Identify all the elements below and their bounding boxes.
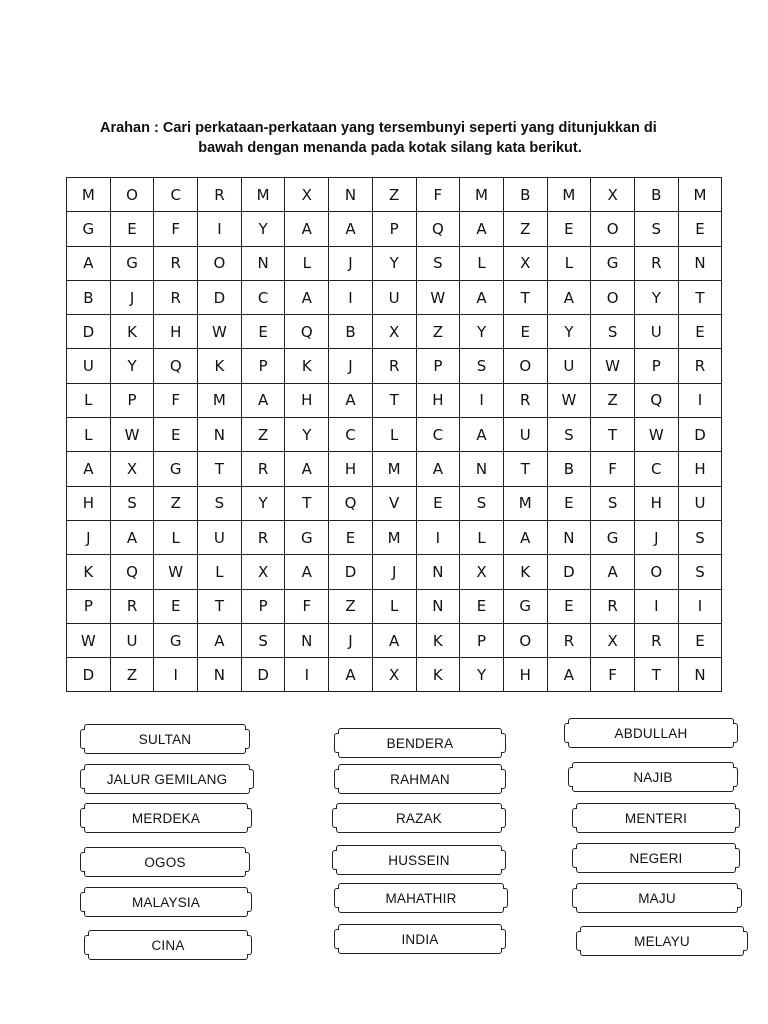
grid-cell[interactable]: U bbox=[198, 520, 242, 554]
grid-cell[interactable]: W bbox=[67, 623, 111, 657]
grid-cell[interactable]: A bbox=[329, 212, 373, 246]
grid-cell[interactable]: Z bbox=[154, 486, 198, 520]
grid-cell[interactable]: E bbox=[154, 589, 198, 623]
grid-cell[interactable]: Q bbox=[285, 315, 329, 349]
grid-cell[interactable]: N bbox=[285, 623, 329, 657]
grid-cell[interactable]: T bbox=[198, 452, 242, 486]
grid-cell[interactable]: O bbox=[634, 555, 678, 589]
grid-cell[interactable]: N bbox=[198, 658, 242, 692]
grid-cell[interactable]: G bbox=[154, 623, 198, 657]
grid-cell[interactable]: C bbox=[329, 418, 373, 452]
grid-cell[interactable]: N bbox=[460, 452, 504, 486]
grid-cell[interactable]: Q bbox=[634, 383, 678, 417]
grid-cell[interactable]: J bbox=[67, 520, 111, 554]
grid-cell[interactable]: A bbox=[416, 452, 460, 486]
grid-cell[interactable]: S bbox=[198, 486, 242, 520]
grid-cell[interactable]: W bbox=[591, 349, 635, 383]
grid-cell[interactable]: D bbox=[241, 658, 285, 692]
grid-cell[interactable]: B bbox=[67, 280, 111, 314]
grid-cell[interactable]: A bbox=[285, 555, 329, 589]
grid-cell[interactable]: F bbox=[591, 658, 635, 692]
grid-cell[interactable]: G bbox=[591, 246, 635, 280]
grid-cell[interactable]: D bbox=[547, 555, 591, 589]
grid-cell[interactable]: G bbox=[67, 212, 111, 246]
grid-cell[interactable]: X bbox=[241, 555, 285, 589]
grid-row bbox=[67, 349, 722, 383]
grid-cell[interactable]: C bbox=[416, 418, 460, 452]
grid-cell[interactable]: R bbox=[372, 349, 416, 383]
grid-cell[interactable]: H bbox=[678, 452, 722, 486]
grid-cell[interactable]: P bbox=[416, 349, 460, 383]
grid-cell[interactable]: R bbox=[198, 178, 242, 212]
word-bank-item: MAJU bbox=[576, 883, 738, 913]
word-bank-item: MERDEKA bbox=[84, 803, 248, 833]
grid-cell[interactable]: R bbox=[634, 246, 678, 280]
grid-cell[interactable]: K bbox=[67, 555, 111, 589]
grid-cell[interactable]: K bbox=[416, 623, 460, 657]
grid-cell[interactable]: R bbox=[154, 280, 198, 314]
word-bank-item: MAHATHIR bbox=[338, 883, 504, 913]
grid-cell[interactable]: U bbox=[678, 486, 722, 520]
grid-cell[interactable]: M bbox=[678, 178, 722, 212]
grid-cell[interactable]: Y bbox=[110, 349, 154, 383]
grid-cell[interactable]: X bbox=[110, 452, 154, 486]
grid-cell[interactable]: T bbox=[634, 658, 678, 692]
grid-cell[interactable]: K bbox=[285, 349, 329, 383]
grid-cell[interactable]: Q bbox=[329, 486, 373, 520]
grid-cell[interactable]: R bbox=[154, 246, 198, 280]
grid-cell[interactable]: P bbox=[241, 589, 285, 623]
grid-cell[interactable]: E bbox=[503, 315, 547, 349]
grid-cell[interactable]: N bbox=[678, 658, 722, 692]
grid-cell[interactable]: E bbox=[110, 212, 154, 246]
grid-cell[interactable]: I bbox=[285, 658, 329, 692]
grid-cell[interactable]: F bbox=[154, 383, 198, 417]
word-bank-item: HUSSEIN bbox=[336, 845, 502, 875]
grid-cell[interactable]: Z bbox=[110, 658, 154, 692]
grid-cell[interactable]: Y bbox=[634, 280, 678, 314]
grid-cell[interactable]: L bbox=[460, 246, 504, 280]
grid-cell[interactable]: X bbox=[460, 555, 504, 589]
grid-cell[interactable]: A bbox=[329, 658, 373, 692]
grid-cell[interactable]: N bbox=[416, 589, 460, 623]
grid-cell[interactable]: S bbox=[547, 418, 591, 452]
grid-row bbox=[67, 246, 722, 280]
grid-cell[interactable]: J bbox=[329, 623, 373, 657]
grid-cell[interactable]: E bbox=[547, 486, 591, 520]
grid-cell[interactable]: S bbox=[460, 486, 504, 520]
grid-cell[interactable]: R bbox=[634, 623, 678, 657]
grid-cell[interactable]: N bbox=[241, 246, 285, 280]
grid-cell[interactable]: M bbox=[460, 178, 504, 212]
word-bank-item: CINA bbox=[88, 930, 248, 960]
word-search-grid bbox=[66, 177, 722, 692]
grid-cell[interactable]: D bbox=[198, 280, 242, 314]
grid-cell[interactable]: D bbox=[678, 418, 722, 452]
grid-cell[interactable]: Z bbox=[416, 315, 460, 349]
grid-cell[interactable]: G bbox=[110, 246, 154, 280]
grid-row bbox=[67, 280, 722, 314]
grid-row bbox=[67, 452, 722, 486]
grid-cell[interactable]: A bbox=[547, 280, 591, 314]
grid-cell[interactable]: T bbox=[678, 280, 722, 314]
grid-cell[interactable]: V bbox=[372, 486, 416, 520]
grid-cell[interactable]: W bbox=[547, 383, 591, 417]
grid-cell[interactable]: W bbox=[110, 418, 154, 452]
grid-cell[interactable]: C bbox=[154, 178, 198, 212]
word-bank-item: RAZAK bbox=[336, 803, 502, 833]
grid-cell[interactable]: E bbox=[678, 623, 722, 657]
grid-cell[interactable]: A bbox=[591, 555, 635, 589]
grid-cell[interactable]: F bbox=[416, 178, 460, 212]
word-bank-item: SULTAN bbox=[84, 724, 246, 754]
grid-cell[interactable]: Y bbox=[547, 315, 591, 349]
grid-cell[interactable]: X bbox=[285, 178, 329, 212]
grid-cell[interactable]: N bbox=[416, 555, 460, 589]
grid-cell[interactable]: L bbox=[285, 246, 329, 280]
word-bank-item: MENTERI bbox=[576, 803, 736, 833]
grid-cell[interactable]: U bbox=[547, 349, 591, 383]
grid-cell[interactable]: C bbox=[241, 280, 285, 314]
grid-cell[interactable]: A bbox=[460, 280, 504, 314]
grid-cell[interactable]: M bbox=[372, 452, 416, 486]
grid-cell[interactable]: H bbox=[416, 383, 460, 417]
grid-cell[interactable]: A bbox=[460, 418, 504, 452]
grid-cell[interactable]: L bbox=[198, 555, 242, 589]
grid-cell[interactable]: W bbox=[198, 315, 242, 349]
grid-cell[interactable]: Z bbox=[329, 589, 373, 623]
grid-cell[interactable]: D bbox=[67, 315, 111, 349]
instructions-line-2: bawah dengan menanda pada kotak silang kata berikut. bbox=[198, 140, 582, 156]
grid-row bbox=[67, 658, 722, 692]
grid-cell[interactable]: A bbox=[110, 520, 154, 554]
grid-cell[interactable]: F bbox=[154, 212, 198, 246]
grid-cell[interactable]: W bbox=[416, 280, 460, 314]
grid-cell[interactable]: M bbox=[241, 178, 285, 212]
grid-cell[interactable]: W bbox=[154, 555, 198, 589]
grid-row bbox=[67, 589, 722, 623]
grid-cell[interactable]: Z bbox=[372, 178, 416, 212]
grid-cell[interactable]: M bbox=[67, 178, 111, 212]
grid-cell[interactable]: I bbox=[678, 383, 722, 417]
instructions bbox=[60, 118, 720, 158]
grid-row bbox=[67, 486, 722, 520]
grid-row bbox=[67, 418, 722, 452]
grid-cell[interactable]: B bbox=[634, 178, 678, 212]
grid-cell[interactable]: T bbox=[285, 486, 329, 520]
grid-cell[interactable]: X bbox=[591, 178, 635, 212]
grid-cell[interactable]: E bbox=[678, 212, 722, 246]
grid-cell[interactable]: L bbox=[67, 418, 111, 452]
grid-cell[interactable]: Q bbox=[416, 212, 460, 246]
grid-cell[interactable]: Y bbox=[241, 486, 285, 520]
word-bank-item: OGOS bbox=[84, 847, 246, 877]
word-bank-item: INDIA bbox=[338, 924, 502, 954]
grid-row bbox=[67, 383, 722, 417]
grid-cell[interactable]: N bbox=[198, 418, 242, 452]
grid-cell[interactable]: L bbox=[372, 418, 416, 452]
grid-cell[interactable]: K bbox=[198, 349, 242, 383]
grid-cell[interactable]: A bbox=[372, 623, 416, 657]
grid-cell[interactable]: E bbox=[547, 212, 591, 246]
grid-cell[interactable]: G bbox=[591, 520, 635, 554]
grid-cell[interactable]: G bbox=[154, 452, 198, 486]
grid-cell[interactable]: T bbox=[503, 280, 547, 314]
word-bank-item: NEGERI bbox=[576, 843, 736, 873]
grid-cell[interactable]: X bbox=[503, 246, 547, 280]
grid-cell[interactable]: F bbox=[285, 589, 329, 623]
grid-cell[interactable]: S bbox=[678, 555, 722, 589]
word-bank-item: JALUR GEMILANG bbox=[84, 764, 250, 794]
grid-cell[interactable]: O bbox=[591, 280, 635, 314]
grid-cell[interactable]: S bbox=[591, 315, 635, 349]
grid-cell[interactable]: A bbox=[67, 452, 111, 486]
grid-cell[interactable]: Q bbox=[154, 349, 198, 383]
grid-cell[interactable]: E bbox=[329, 520, 373, 554]
grid-cell[interactable]: A bbox=[285, 452, 329, 486]
grid-cell[interactable]: W bbox=[634, 418, 678, 452]
grid-cell[interactable]: I bbox=[329, 280, 373, 314]
grid-cell[interactable]: R bbox=[503, 383, 547, 417]
word-bank-item: RAHMAN bbox=[338, 764, 502, 794]
grid-cell[interactable]: Y bbox=[285, 418, 329, 452]
grid-cell[interactable]: P bbox=[372, 212, 416, 246]
grid-cell[interactable]: H bbox=[285, 383, 329, 417]
grid-cell[interactable]: Z bbox=[241, 418, 285, 452]
word-bank-item: MELAYU bbox=[580, 926, 744, 956]
grid-cell[interactable]: S bbox=[678, 520, 722, 554]
grid-cell[interactable]: L bbox=[67, 383, 111, 417]
grid-cell[interactable]: A bbox=[329, 383, 373, 417]
instructions-line-1: Arahan : Cari perkataan-perkataan yang tersembunyi seperti yang ditunjukkan di bbox=[100, 120, 657, 136]
grid-cell[interactable]: O bbox=[503, 623, 547, 657]
grid-cell[interactable]: Q bbox=[110, 555, 154, 589]
grid-cell[interactable]: O bbox=[591, 212, 635, 246]
grid-cell[interactable]: P bbox=[460, 623, 504, 657]
grid-cell[interactable]: T bbox=[503, 452, 547, 486]
grid-cell[interactable]: P bbox=[634, 349, 678, 383]
grid-cell[interactable]: I bbox=[678, 589, 722, 623]
grid-cell[interactable]: Y bbox=[460, 658, 504, 692]
grid-cell[interactable]: J bbox=[110, 280, 154, 314]
grid-cell[interactable]: E bbox=[460, 589, 504, 623]
grid-cell[interactable]: L bbox=[460, 520, 504, 554]
grid-cell[interactable]: M bbox=[372, 520, 416, 554]
grid-cell[interactable]: R bbox=[241, 520, 285, 554]
grid-cell[interactable]: A bbox=[198, 623, 242, 657]
grid-cell[interactable]: I bbox=[634, 589, 678, 623]
grid-cell[interactable]: R bbox=[591, 589, 635, 623]
grid-cell[interactable]: A bbox=[241, 383, 285, 417]
grid-cell[interactable]: D bbox=[67, 658, 111, 692]
grid-cell[interactable]: P bbox=[110, 383, 154, 417]
grid-cell[interactable]: B bbox=[503, 178, 547, 212]
grid-cell[interactable]: L bbox=[154, 520, 198, 554]
grid-cell[interactable]: T bbox=[591, 418, 635, 452]
grid-cell[interactable]: I bbox=[460, 383, 504, 417]
grid-row bbox=[67, 178, 722, 212]
grid-cell[interactable]: O bbox=[110, 178, 154, 212]
grid-cell[interactable]: D bbox=[329, 555, 373, 589]
grid-cell[interactable]: P bbox=[241, 349, 285, 383]
grid-cell[interactable]: M bbox=[503, 486, 547, 520]
grid-cell[interactable]: A bbox=[285, 280, 329, 314]
grid-cell[interactable]: J bbox=[372, 555, 416, 589]
grid-cell[interactable]: P bbox=[67, 589, 111, 623]
grid-cell[interactable]: H bbox=[329, 452, 373, 486]
grid-cell[interactable]: E bbox=[678, 315, 722, 349]
grid-cell[interactable]: R bbox=[241, 452, 285, 486]
grid-cell[interactable]: A bbox=[285, 212, 329, 246]
grid-cell[interactable]: U bbox=[67, 349, 111, 383]
grid-cell[interactable]: U bbox=[503, 418, 547, 452]
grid-cell[interactable]: G bbox=[503, 589, 547, 623]
grid-row bbox=[67, 315, 722, 349]
grid-cell[interactable]: Y bbox=[460, 315, 504, 349]
grid-cell[interactable]: M bbox=[547, 178, 591, 212]
grid-cell[interactable]: O bbox=[198, 246, 242, 280]
grid-cell[interactable]: A bbox=[503, 520, 547, 554]
grid-cell[interactable]: I bbox=[416, 520, 460, 554]
grid-cell[interactable]: S bbox=[241, 623, 285, 657]
grid-cell[interactable]: E bbox=[547, 589, 591, 623]
grid-cell[interactable]: H bbox=[503, 658, 547, 692]
grid-cell[interactable]: M bbox=[198, 383, 242, 417]
grid-cell[interactable]: K bbox=[503, 555, 547, 589]
grid-row bbox=[67, 555, 722, 589]
grid-cell[interactable]: N bbox=[329, 178, 373, 212]
grid-cell[interactable]: B bbox=[329, 315, 373, 349]
grid-row bbox=[67, 520, 722, 554]
grid-cell[interactable]: A bbox=[460, 212, 504, 246]
grid-cell[interactable]: X bbox=[591, 623, 635, 657]
grid-cell[interactable]: K bbox=[110, 315, 154, 349]
grid-cell[interactable]: T bbox=[198, 589, 242, 623]
grid-cell[interactable]: A bbox=[547, 658, 591, 692]
grid-cell[interactable]: X bbox=[372, 315, 416, 349]
grid-cell[interactable]: Z bbox=[503, 212, 547, 246]
grid-cell[interactable]: U bbox=[634, 315, 678, 349]
grid-cell[interactable]: E bbox=[241, 315, 285, 349]
grid-cell[interactable]: R bbox=[547, 623, 591, 657]
word-bank-item: NAJIB bbox=[572, 762, 734, 792]
grid-cell[interactable]: T bbox=[372, 383, 416, 417]
grid-cell[interactable]: N bbox=[547, 520, 591, 554]
grid-cell[interactable]: S bbox=[110, 486, 154, 520]
grid-cell[interactable]: S bbox=[416, 246, 460, 280]
word-bank-item: MALAYSIA bbox=[84, 887, 248, 917]
grid-cell[interactable]: F bbox=[591, 452, 635, 486]
grid-cell[interactable]: S bbox=[634, 212, 678, 246]
grid-cell[interactable]: O bbox=[503, 349, 547, 383]
grid-cell[interactable]: A bbox=[67, 246, 111, 280]
grid-cell[interactable]: Y bbox=[241, 212, 285, 246]
grid-cell[interactable]: Z bbox=[591, 383, 635, 417]
grid-cell[interactable]: K bbox=[416, 658, 460, 692]
grid-cell[interactable]: S bbox=[591, 486, 635, 520]
grid-cell[interactable]: J bbox=[634, 520, 678, 554]
grid-cell[interactable]: C bbox=[634, 452, 678, 486]
grid-cell[interactable]: I bbox=[154, 658, 198, 692]
grid-cell[interactable]: E bbox=[154, 418, 198, 452]
grid-cell[interactable]: B bbox=[547, 452, 591, 486]
grid-cell[interactable]: G bbox=[285, 520, 329, 554]
grid-cell[interactable]: U bbox=[110, 623, 154, 657]
grid-cell[interactable]: Y bbox=[372, 246, 416, 280]
grid-cell[interactable]: H bbox=[67, 486, 111, 520]
grid-cell[interactable]: R bbox=[110, 589, 154, 623]
word-bank-item: BENDERA bbox=[338, 728, 502, 758]
grid-cell[interactable]: H bbox=[634, 486, 678, 520]
grid-cell[interactable]: J bbox=[329, 246, 373, 280]
grid-cell[interactable]: H bbox=[154, 315, 198, 349]
grid-cell[interactable]: L bbox=[547, 246, 591, 280]
word-bank-item: ABDULLAH bbox=[568, 718, 734, 748]
grid-cell[interactable]: I bbox=[198, 212, 242, 246]
grid-cell[interactable]: R bbox=[678, 349, 722, 383]
grid-row bbox=[67, 623, 722, 657]
grid-cell[interactable]: U bbox=[372, 280, 416, 314]
grid-cell[interactable]: X bbox=[372, 658, 416, 692]
grid-row bbox=[67, 212, 722, 246]
grid-cell[interactable]: E bbox=[416, 486, 460, 520]
grid-cell[interactable]: L bbox=[372, 589, 416, 623]
grid-cell[interactable]: N bbox=[678, 246, 722, 280]
grid-cell[interactable]: S bbox=[460, 349, 504, 383]
grid-cell[interactable]: J bbox=[329, 349, 373, 383]
